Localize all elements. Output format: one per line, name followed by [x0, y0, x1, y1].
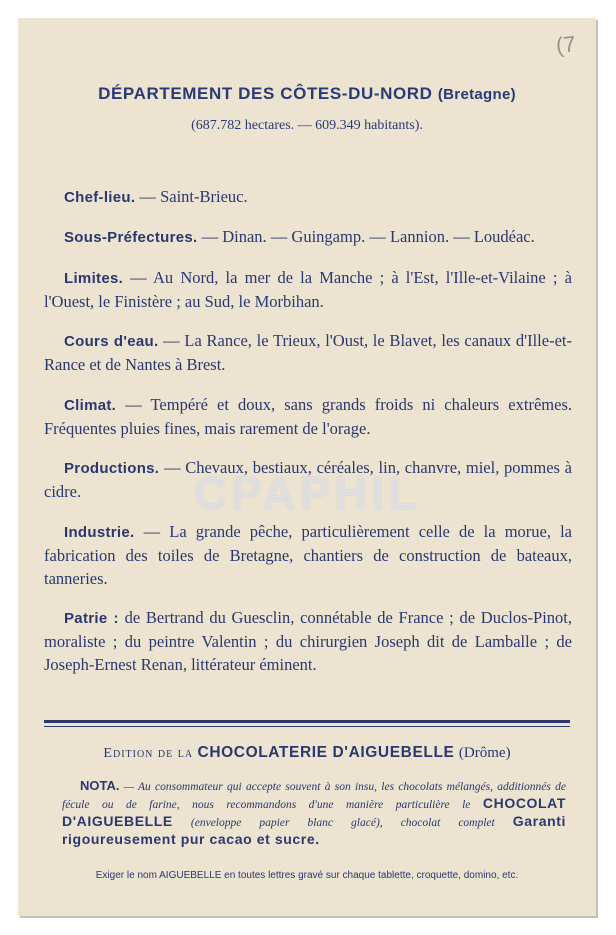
title-region: (Bretagne) — [437, 86, 516, 103]
section-heading: Chef-lieu. — [64, 188, 136, 206]
publisher-name: CHOCOLATERIE D'AIGUEBELLE — [197, 744, 455, 761]
section-heading: Sous-Préfectures. — [64, 229, 198, 246]
pencil-mark: (7 — [555, 31, 578, 58]
section-text: — Saint-Brieuc. — [135, 186, 248, 206]
department-facts — [44, 168, 572, 685]
section-text: — La Rance, le Trieux, l'Oust, le Blavet, les canaux d'Ille-et-Rance et de Nantes à Brest. — [44, 331, 572, 374]
area-population: (687.782 hectares. — 609.349 habitants). — [191, 118, 423, 133]
section-heading: Productions. — [64, 460, 160, 477]
watermark: CPAPHIL — [193, 467, 421, 519]
divider — [44, 720, 570, 723]
section-text: — La grande pêche, particulièrement celle de la morue, la fabrication des toiles de Bretagne, chantiers de construction de bateaux, tanneries. — [44, 521, 572, 588]
edition-word: Edition de la — [103, 746, 194, 761]
section-text: de Bertrand du Guesclin, connétable de France ; de Duclos-Pinot, moraliste ; du peintre Valentin ; du chirurgien Joseph dit de Lamballe ; de Joseph-Ernest Renan, littérateur éminent. — [44, 608, 572, 674]
publisher-place: (Drôme) — [458, 745, 511, 761]
nota-paragraph — [62, 778, 566, 849]
section-heading: Cours d'eau. — [64, 333, 159, 350]
section-cours-d-eau — [44, 329, 572, 376]
section-chef-lieu — [44, 185, 572, 209]
brand-name: CHOCOLAT D'AIGUEBELLE — [62, 795, 566, 829]
section-text: — Tempéré et doux, sans grands froids ni chaleurs extrêmes. Fréquentes pluies fines, mais rarement de l'orage. — [44, 394, 572, 438]
section-industrie — [44, 520, 572, 590]
postcard-back — [18, 18, 596, 916]
guarantee-text: Garanti rigoureusement pur cacao et sucre. — [62, 813, 566, 847]
section-sous-prefectures — [44, 225, 572, 249]
section-text: — Chevaux, bestiaux, céréales, lin, chanvre, miel, pommes à cidre. — [44, 458, 572, 501]
nota-text: — Au consommateur qui accepte souvent à son insu, les chocolats mélangés, additionnés de fécule ou de farine, nous recommandons d'une manière particulière le — [62, 781, 566, 811]
title-main: DÉPARTEMENT DES CÔTES-DU-NORD — [98, 84, 433, 103]
section-heading: Climat. — [64, 396, 117, 414]
section-productions — [44, 456, 572, 503]
footer-note: Exiger le nom AIGUEBELLE en toutes lettres gravé sur chaque tablette, croquette, domino, etc. — [95, 870, 519, 881]
section-heading: Industrie. — [64, 523, 135, 541]
section-heading: Patrie : — [64, 610, 119, 627]
section-limites — [44, 266, 572, 313]
section-climat — [44, 393, 572, 440]
section-heading: Limites. — [64, 269, 124, 287]
page-title — [18, 84, 596, 104]
edition-line — [18, 744, 596, 762]
section-patrie — [44, 606, 572, 676]
nota-label: NOTA. — [80, 778, 120, 793]
nota-text-2: (enveloppe papier blanc glacé), chocolat complet — [172, 817, 513, 829]
section-text: — Au Nord, la mer de la Manche ; à l'Est, l'Ille-et-Vilaine ; à l'Ouest, le Finistère ; au Sud, le Morbihan. — [44, 267, 572, 311]
divider — [44, 726, 570, 727]
section-text: — Dinan. — Guingamp. — Lannion. — Loudéac. — [197, 227, 535, 246]
